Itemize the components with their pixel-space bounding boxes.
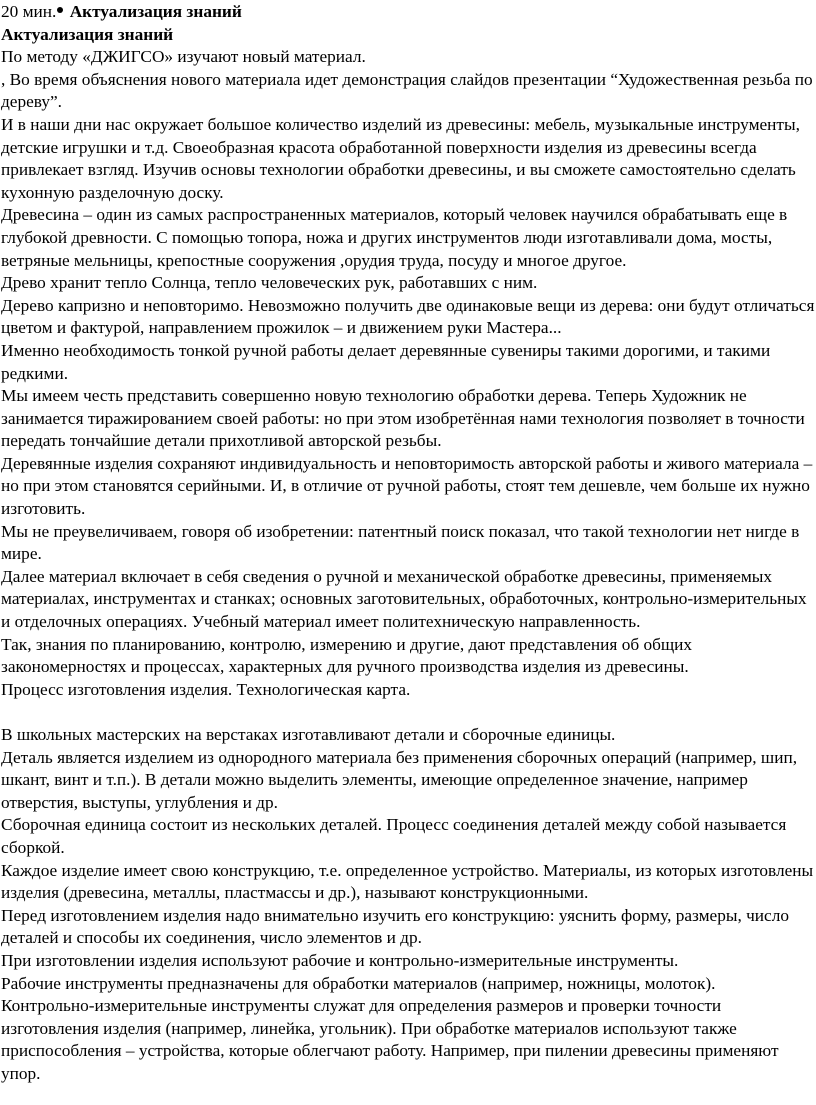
paragraph: Древо хранит тепло Солнца, тепло человеческих рук, работавших с ним. bbox=[1, 273, 538, 293]
paragraph: Так, знания по планированию, контролю, измерению и другие, дают представления об общих закономерностях и процессах, характерных для ручного производства изделия из древесины. bbox=[1, 634, 693, 677]
paragraph: Далее материал включает в себя сведения о ручной и механической обработке древесины, применяемых материалах, инструментах и станках; основных заготовительных, обработочных, контрольно-измерительных и отделочных операциях. Учебный материал имеет политехническую направленность. bbox=[1, 566, 807, 632]
paragraph: При изготовлении изделия используют рабочие и контрольно-измерительные инструменты. bbox=[1, 950, 679, 970]
paragraph: И в наши дни нас окружает большое количество изделий из древесины: мебель, музыкальные инструменты, детские игрушки и т.д. Своеобразная красота обработанной поверхности изделия из древесины всегда привлекает взгляд. Изучив основы технологии обработки древесины, и вы сможете самостоятельно сделать кухонную разделочную доску. bbox=[1, 114, 800, 202]
paragraph: В школьных мастерских на верстаках изготавливают детали и сборочные единицы. bbox=[1, 725, 616, 744]
paragraph: Именно необходимость тонкой ручной работы делает деревянные сувениры такими дорогими, и такими редкими. bbox=[1, 340, 771, 383]
header-title: Актуализация знаний bbox=[69, 2, 242, 21]
paragraph: Мы имеем честь представить совершенно новую технологию обработки дерева. Теперь Художник не занимается тиражированием своей работы: но при этом изобретённая нами технология позволяет в точности передать тончайшие детали прихотливой авторской резьбы. bbox=[1, 386, 805, 451]
paragraph: По методу «ДЖИГСО» изучают новый материал. bbox=[1, 47, 366, 67]
paragraph: Перед изготовлением изделия надо внимательно изучить его конструкцию: уяснить форму, размеры, число деталей и способы их соединения, число элементов и др. bbox=[1, 905, 789, 948]
bullet-icon bbox=[57, 7, 63, 13]
paragraph: Процесс изготовления изделия. Технологическая карта. bbox=[1, 679, 411, 699]
paragraph: Рабочие инструменты предназначены для обработки материалов (например, ножницы, молоток). bbox=[1, 973, 716, 993]
blank-line bbox=[1, 701, 815, 724]
paragraph: Деревянные изделия сохраняют индивидуальность и неповторимость авторской работы и живого материала – но при этом становятся серийными. И, в отличие от ручной работы, стоят тем дешевле, чем больше их нужно изготовить. bbox=[1, 453, 813, 519]
paragraph: Сборочная единица состоит из нескольких деталей. Процесс соединения деталей между собой называется сборкой. bbox=[1, 815, 787, 857]
paragraph: Мы не преувеличиваем, говоря об изобретении: патентный поиск показал, что такой технологии нет нигде в мире. bbox=[1, 521, 800, 564]
paragraph: Дерево капризно и неповторимо. Невозможно получить две одинаковые вещи из дерева: они будут отличаться цветом и фактурой, направлением прожилок – и движением руки Мастера... bbox=[1, 295, 815, 338]
paragraph: Каждое изделие имеет свою конструкцию, т.е. определенное устройство. Материалы, из которых изготовлены изделия (древесина, металлы, пластмассы и др.), называют конструкционными. bbox=[1, 860, 814, 903]
paragraph: Древесина – один из самых распространенных материалов, который человек научился обрабатывать еще в глубокой древности. С помощью топора, ножа и других инструментов люди изготавливали дома, мосты, ветряные мельницы, крепостные сооружения ,орудия труда, посуду и многое другое. bbox=[1, 205, 788, 270]
subtitle: Актуализация знаний bbox=[1, 24, 174, 44]
paragraph: Контрольно-измерительные инструменты служат для определения размеров и проверки точности изготовления изделия (например, линейка, угольник). При обработке материалов используют также приспособления – устройства, которые облегчают работу. Например, при пилении древесины применяют упор. bbox=[1, 996, 779, 1083]
header-line bbox=[1, 1, 815, 24]
time-label: 20 мин. bbox=[1, 2, 57, 21]
paragraph: , Во время объяснения нового материала идет демонстрация слайдов презентации “Художественная резьба по дереву”. bbox=[1, 69, 813, 112]
paragraph: Деталь является изделием из однородного материала без применения сборочных операций (например, шип, шкант, винт и т.п.). В детали можно выделить элементы, имеющие определенное значение, например отверстия, выступы, углубления и др. bbox=[1, 747, 798, 812]
document-page bbox=[1, 1, 815, 1086]
